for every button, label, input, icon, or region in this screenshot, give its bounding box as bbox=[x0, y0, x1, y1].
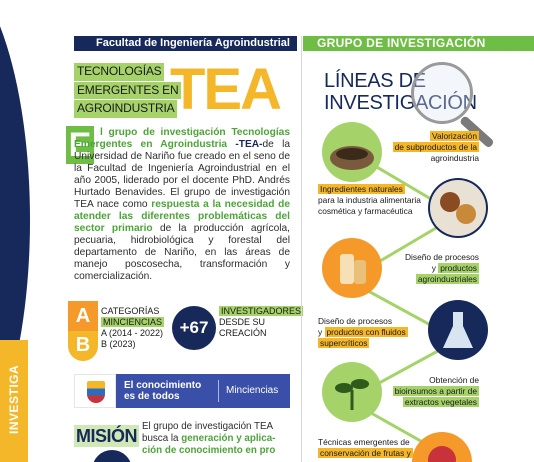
categories-line-4: B (2023) bbox=[101, 339, 136, 349]
researchers-line-2: DESDE SU bbox=[219, 317, 266, 327]
line-2-text-2: cosmética y farmacéutica bbox=[318, 206, 413, 216]
categories-line-2: MINCIENCIAS bbox=[103, 317, 163, 327]
magnifier-lens-icon bbox=[411, 62, 473, 124]
line-3-text-2: y bbox=[431, 263, 436, 273]
faculty-header: Facultad de Ingeniería Agroindustrial bbox=[74, 36, 297, 51]
line-1-text: agroindustria bbox=[430, 153, 479, 163]
banner-slogan bbox=[124, 380, 201, 402]
line-1-highlight: Valorización bbox=[432, 131, 477, 141]
line-3-label bbox=[359, 252, 479, 285]
line-6-label bbox=[318, 437, 428, 459]
line-4-label bbox=[318, 316, 428, 349]
mision-text-bold: generación y aplica-ción de conocimiento en pro bbox=[142, 433, 276, 456]
line-1-highlight-2: de subproductos de la bbox=[394, 142, 477, 152]
banner-slogan-line-1: El conocimiento bbox=[124, 380, 202, 391]
mision-decor-circle bbox=[92, 450, 132, 462]
tea-name-line-3: AGROINDUSTRIA bbox=[74, 100, 177, 118]
column-divider bbox=[301, 36, 302, 462]
research-lines-title-2: INVESTIGACIÓN bbox=[324, 92, 477, 114]
colombia-shield-box bbox=[74, 374, 116, 408]
intro-tea-acronym: -TEA- bbox=[235, 139, 263, 150]
line-2-photo-ingredients bbox=[428, 178, 488, 238]
researchers-line-3: CREACIÓN bbox=[219, 328, 267, 338]
intro-highlight: respuesta a la necesidad de atender las diferentes problemáticas del sector primario bbox=[74, 199, 290, 234]
line-4-highlight-2: supercríticos bbox=[320, 338, 368, 348]
banner-slogan-line-2: es de todos bbox=[124, 391, 180, 402]
research-lines-title-1: LÍNEAS DE bbox=[324, 70, 426, 92]
minciencias-logo-text: Minciencias bbox=[226, 385, 279, 396]
line-4-text-1: Diseño de procesos bbox=[318, 316, 393, 326]
line-5-highlight-2: extractos vegetales bbox=[404, 397, 477, 407]
lab-flask-icon bbox=[428, 300, 488, 360]
intro-text: de la Universidad de Nariño fue creado en el seno de la Facultad de Ingeniería Agroindustrial en el año 2005, liderado por el docente PhD. Andrés Hurtado Benavides. El grupo de investigación TEA nace como bbox=[74, 139, 290, 210]
category-a-badge: A bbox=[68, 301, 98, 331]
researchers-count-badge: +67 bbox=[172, 306, 216, 350]
categories-line-1: CATEGORÍAS bbox=[101, 306, 160, 316]
line-3-highlight-2: agroindustriales bbox=[417, 274, 477, 284]
minciencias-banner bbox=[74, 374, 290, 408]
line-1-label bbox=[359, 131, 479, 164]
line-2-label bbox=[318, 184, 428, 217]
tea-full-name bbox=[74, 63, 181, 119]
line-4-highlight: productos con fluidos bbox=[326, 327, 406, 337]
intro-dropcap: E bbox=[66, 126, 94, 164]
intro-text-end: de la producción agrícola, pecuaria, hidrobiológica y forestal del departamento de Nariño, en las áreas de manejo poscosecha, transformación y comercialización. bbox=[74, 223, 290, 282]
colombia-shield-icon bbox=[87, 381, 105, 403]
natural-ingredients-icon bbox=[428, 178, 488, 238]
researchers-line-1: INVESTIGADORES bbox=[221, 306, 302, 316]
line-4-photo-flask bbox=[428, 300, 488, 360]
intro-bold-group-name: l grupo de investigación Tecnologías Emergentes en Agroindustria bbox=[74, 127, 290, 150]
line-5-text-1: Obtención de bbox=[429, 375, 479, 385]
categories-text bbox=[101, 306, 164, 350]
line-2-text-1: para la industria alimentaria bbox=[318, 195, 421, 205]
tea-logo-text: TEA bbox=[170, 57, 280, 122]
line-4-text-2: y bbox=[318, 327, 323, 337]
line-6-highlight: conservación de frutas y bbox=[320, 448, 411, 458]
tea-name-line-2: EMERGENTES EN bbox=[74, 82, 181, 100]
tea-name-line-1: TECNOLOGÍAS bbox=[74, 63, 164, 81]
mision-text bbox=[142, 421, 292, 457]
category-b-badge: B bbox=[68, 331, 98, 361]
category-badges bbox=[68, 301, 98, 361]
group-header: GRUPO DE INVESTIGACIÓN bbox=[303, 36, 534, 51]
line-5-label bbox=[359, 375, 479, 408]
intro-paragraph bbox=[74, 127, 290, 283]
line-3-highlight: productos bbox=[440, 263, 477, 273]
banner-separator bbox=[218, 380, 219, 402]
categories-line-3: A (2014 - 2022) bbox=[101, 328, 164, 338]
investiga-tab-label: INVESTIGA bbox=[7, 364, 21, 434]
line-2-highlight: Ingredientes naturales bbox=[320, 184, 403, 194]
line-6-text-1: Técnicas emergentes de bbox=[318, 437, 410, 447]
mision-title: MISIÓN bbox=[76, 426, 138, 446]
line-3-text-1: Diseño de procesos bbox=[404, 252, 479, 262]
researchers-text bbox=[219, 306, 303, 339]
mision-text-start: El grupo de investigación TEA busca la bbox=[142, 421, 273, 444]
line-5-highlight: bioinsumos a partir de bbox=[394, 386, 477, 396]
